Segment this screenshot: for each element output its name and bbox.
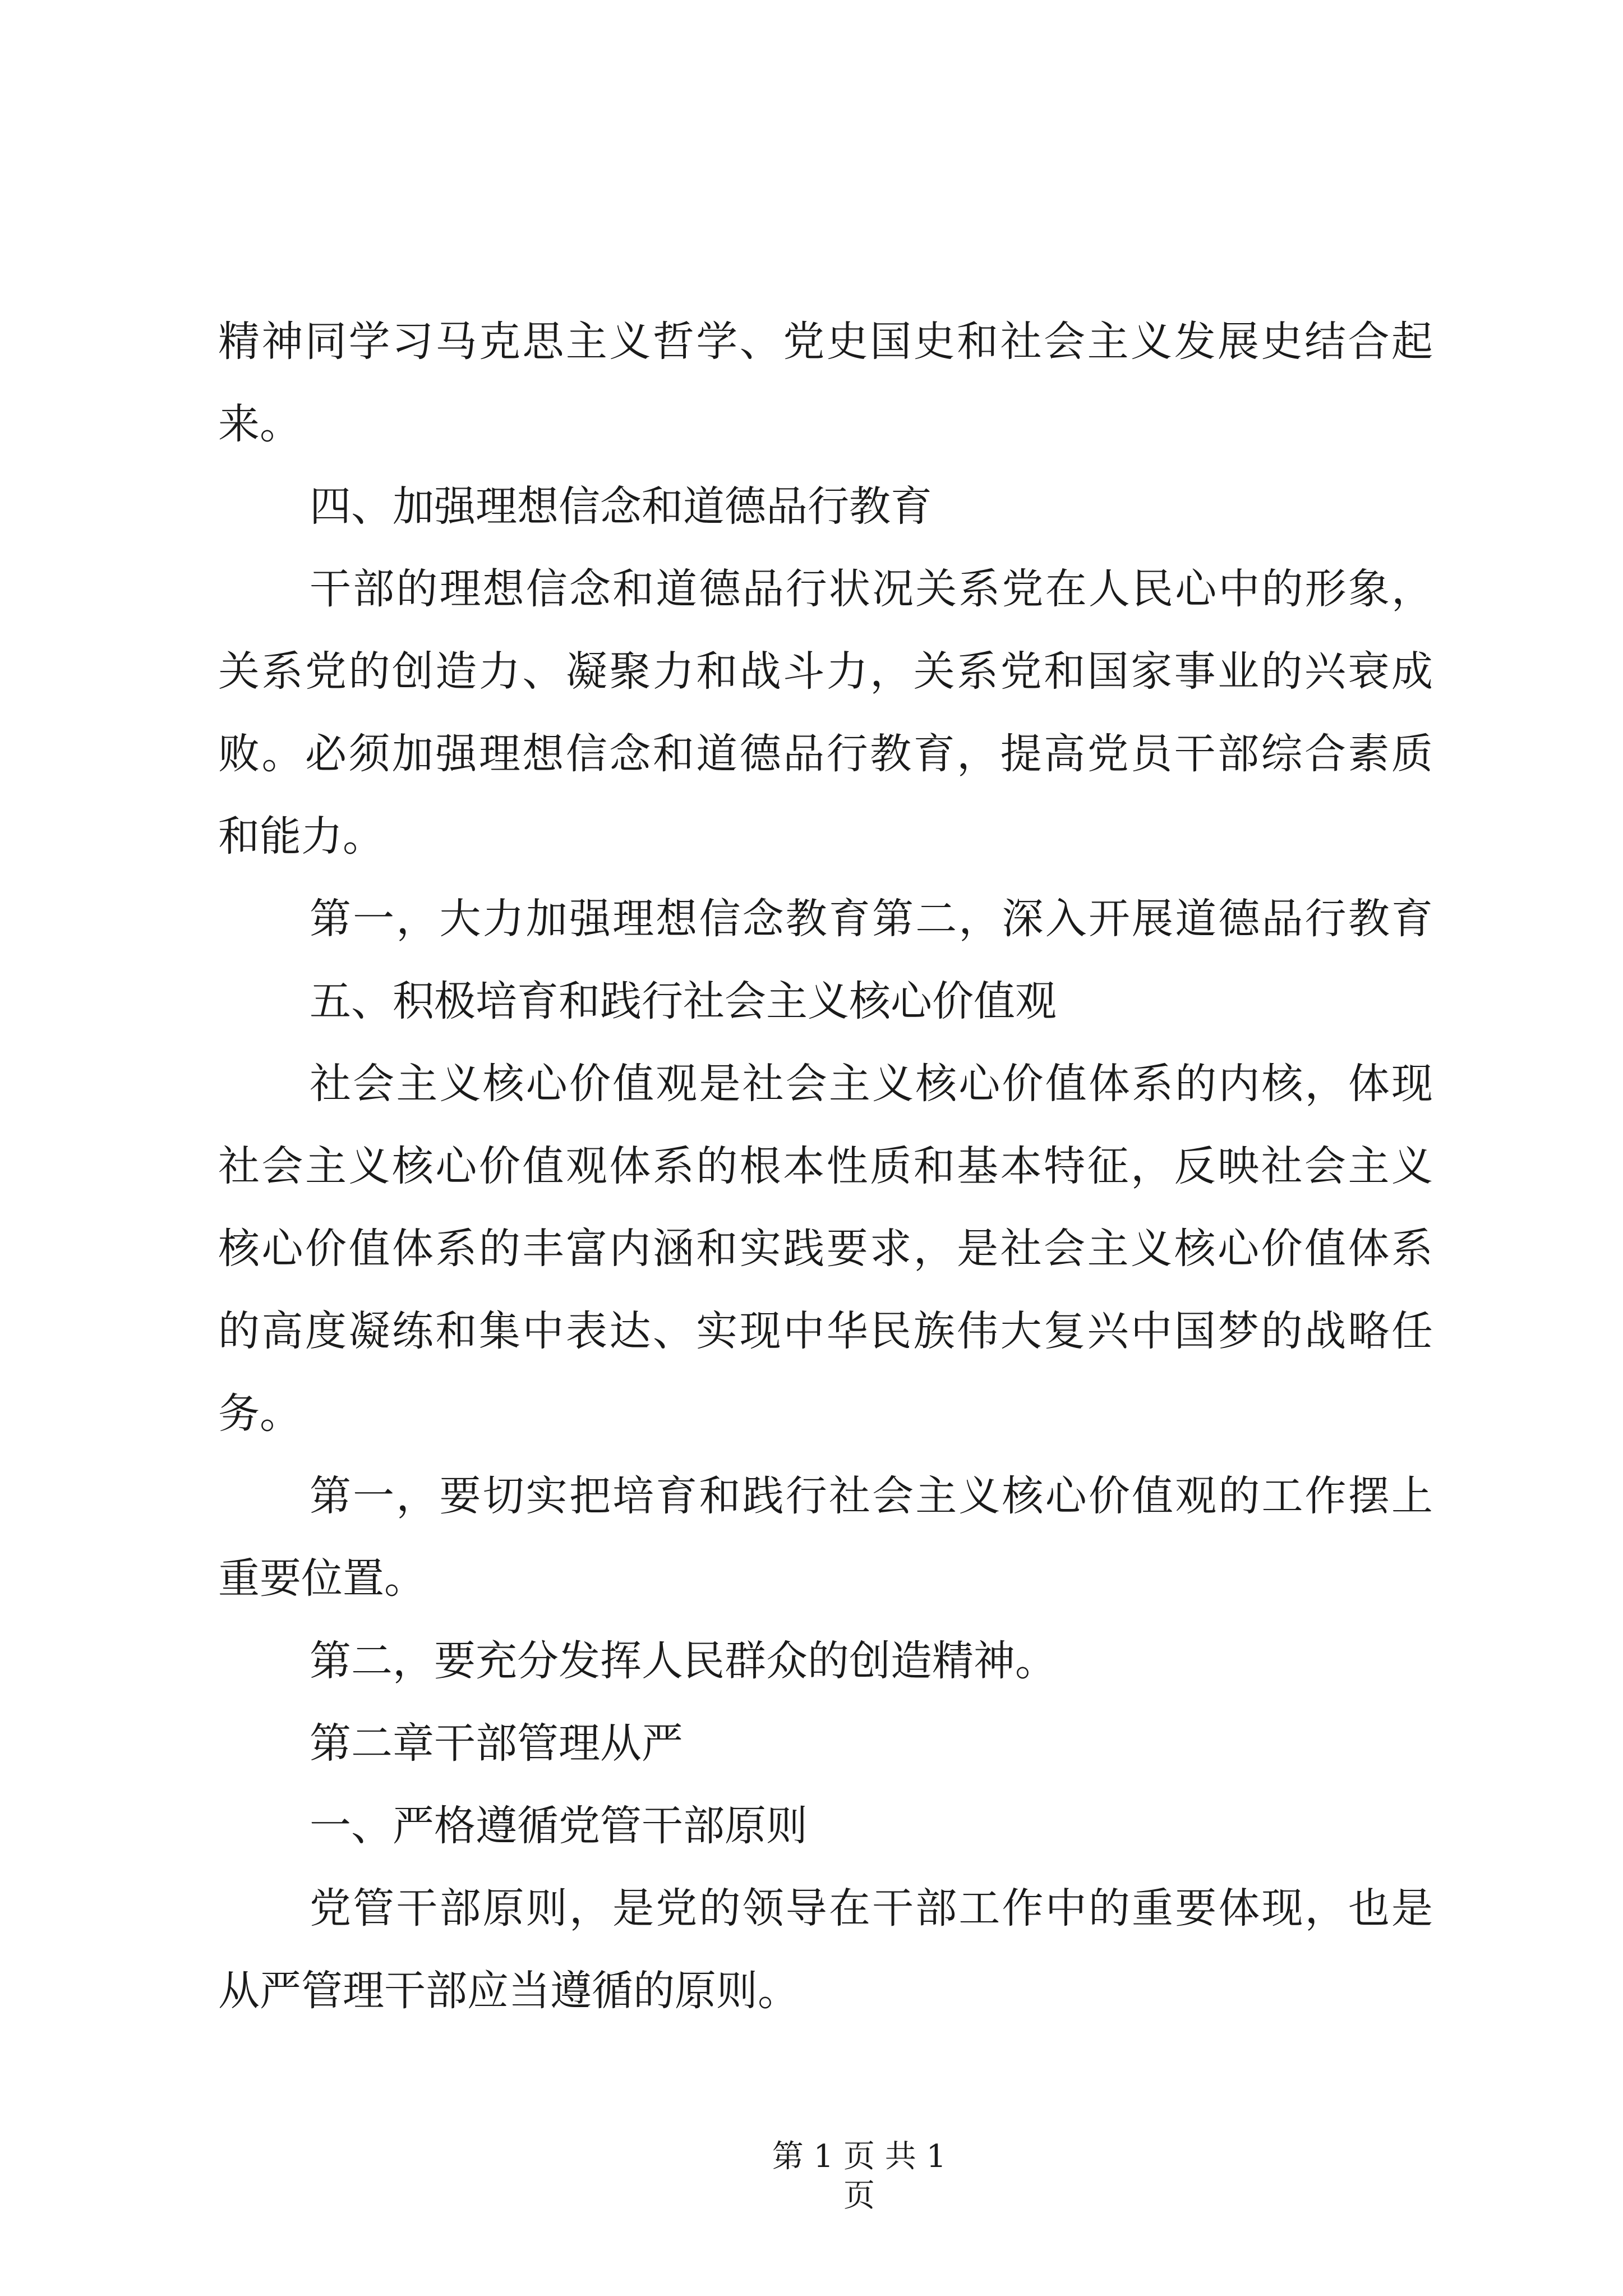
paragraph-line: 的高度凝练和集中表达、实现中华民族伟大复兴中国梦的战略任: [218, 1307, 1433, 1355]
paragraph-line: 干部的理想信念和道德品行状况关系党在人民心中的形象，: [310, 565, 1433, 613]
paragraph-line: 和能力。: [218, 812, 384, 861]
section-heading-text: 四、加强理想信念和道德品行教育: [310, 482, 932, 531]
section-heading-text: 一、严格遵循党管干部原则: [310, 1802, 808, 1850]
paragraph: [218, 1620, 1433, 1703]
paragraph-line: 党管干部原则，是党的领导在干部工作中的重要体现，也是: [310, 1884, 1433, 1932]
section-heading-text: 五、积极培育和践行社会主义核心价值观: [310, 977, 1057, 1025]
paragraph: [218, 1455, 1433, 1620]
paragraph-line: 社会主义核心价值观是社会主义核心价值体系的内核，体现: [310, 1060, 1433, 1108]
page-number-label: 第 1 页 共 1 页: [772, 2138, 947, 2214]
section-heading: [218, 466, 1433, 548]
paragraph: [218, 878, 1433, 960]
paragraph-line: 来。: [218, 400, 301, 448]
paragraph-line: 第二，要充分发挥人民群众的创造精神。: [310, 1637, 1057, 1685]
paragraph-line: 精神同学习马克思主义哲学、党史国史和社会主义发展史结合起: [218, 318, 1433, 366]
document-body: [218, 301, 1433, 2032]
paragraph-line: 重要位置。: [218, 1554, 426, 1603]
paragraph: [218, 548, 1433, 878]
chapter-heading: [218, 1703, 1433, 1785]
page-footer: [752, 2137, 966, 2216]
section-heading: [218, 960, 1433, 1043]
section-heading: [218, 1785, 1433, 1867]
paragraph-line: 第一，大力加强理想信念教育第二，深入开展道德品行教育: [310, 895, 1433, 943]
paragraph-line: 核心价值体系的丰富内涵和实践要求，是社会主义核心价值体系: [218, 1225, 1433, 1273]
paragraph-line: 败。必须加强理想信念和道德品行教育，提高党员干部综合素质: [218, 730, 1433, 778]
paragraph-line: 社会主义核心价值观体系的根本性质和基本特征，反映社会主义: [218, 1142, 1433, 1190]
paragraph: [218, 301, 1433, 466]
paragraph: [218, 1043, 1433, 1455]
chapter-heading-text: 第二章干部管理从严: [310, 1719, 683, 1768]
paragraph-line: 从严管理干部应当遵循的原则。: [218, 1967, 799, 2015]
paragraph-line: 务。: [218, 1389, 301, 1438]
paragraph-line: 关系党的创造力、凝聚力和战斗力，关系党和国家事业的兴衰成: [218, 647, 1433, 696]
paragraph: [218, 1867, 1433, 2032]
paragraph-line: 第一，要切实把培育和践行社会主义核心价值观的工作摆上: [310, 1472, 1433, 1520]
